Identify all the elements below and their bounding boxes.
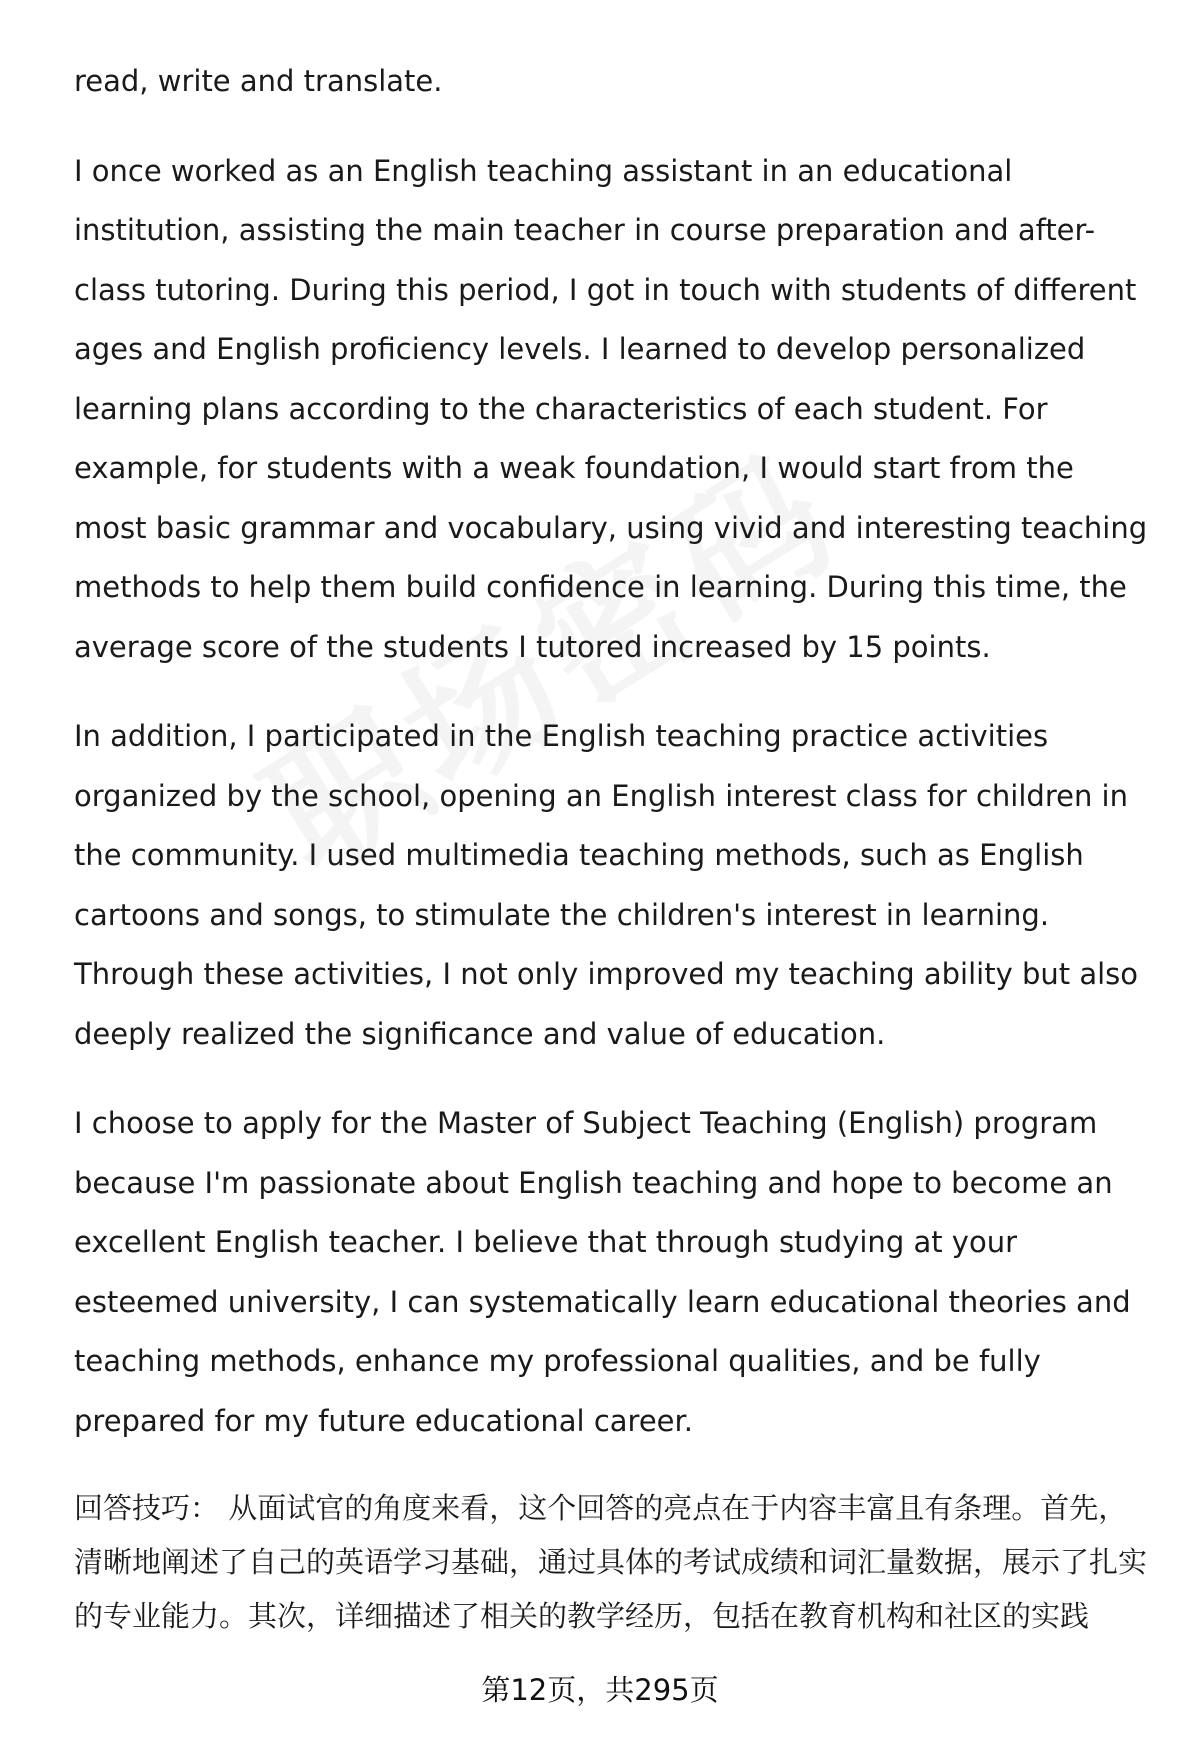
document-body [74, 52, 1154, 1673]
paragraph-4: I choose to apply for the Master of Subject Teaching (English) program because I'm passionate about English teaching and hope to become an excellent English teacher. I believe that through studying at your esteemed university, I can systematically learn educational theories and teaching methods, enhance my professional qualities, and be fully prepared for my future educational career. [74, 1106, 1131, 1438]
paragraph-3: In addition, I participated in the English teaching practice activities organized by the school, opening an English interest class for children in the community. I used multimedia teaching methods, such as English cartoons and songs, to stimulate the children's interest in learning. Through these activities, I not only improved my teaching ability but also deeply realized the significance and value of education. [74, 719, 1139, 1051]
page-number: 第12页，共295页 [481, 1673, 719, 1707]
answer-tips: 回答技巧： 从面试官的角度来看，这个回答的亮点在于内容丰富且有条理。首先，清晰地阐述了自己的英语学习基础，通过具体的考试成绩和词汇量数据，展示了扎实的专业能力。其次，详细描述了相关的教学经历，包括在教育机构和社区的实践 [74, 1491, 1148, 1633]
paragraph-1: read, write and translate. [74, 64, 443, 98]
paragraph-2: I once worked as an English teaching assistant in an educational institution, assisting the main teacher in course preparation and after-class tutoring. During this period, I got in touch with students of different ages and English proficiency levels. I learned to develop personalized learning plans according to the characteristics of each student. For example, for students with a weak foundation, I would start from the most basic grammar and vocabulary, using vivid and interesting teaching methods to help them build confidence in learning. During this time, the average score of the students I tutored increased by 15 points. [74, 153, 1148, 664]
